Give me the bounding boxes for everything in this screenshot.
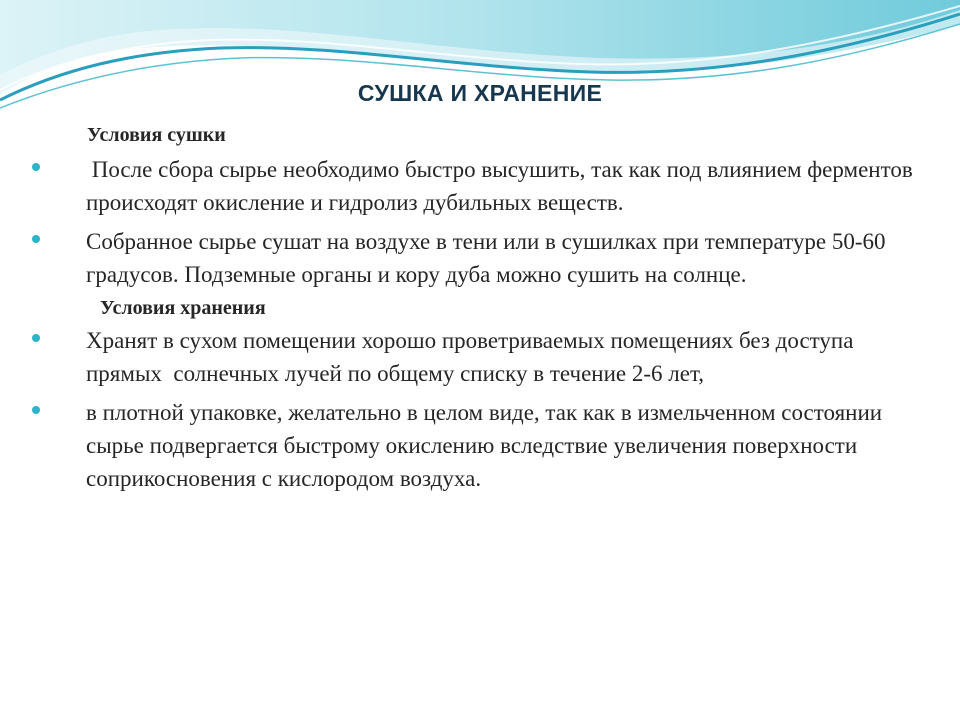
slide-title: СУШКА И ХРАНЕНИЕ: [357, 80, 603, 106]
list-item-text: После сбора сырье необходимо быстро высушить, так как под влиянием ферментов происходят окисление и гидролиз дубильных веществ.: [86, 157, 919, 215]
list-item-text: в плотной упаковке, желательно в целом виде, так как в измельченном состоянии сырье подвергается быстрому окислению вследствие увеличения поверхности соприкосновения с кислородом воздуха.: [86, 400, 883, 491]
bullet-icon: [32, 163, 40, 171]
bullet-icon: [32, 235, 40, 243]
list-item: [30, 225, 930, 291]
list-item: [30, 396, 930, 495]
list-item-text: Собранное сырье сушат на воздухе в тени или в сушилках при температуре 50-60 градусов. Подземные органы и кору дуба можно сушить на солнце.: [86, 229, 886, 287]
bullet-icon: [32, 334, 40, 342]
list-item-text: Хранят в сухом помещении хорошо проветриваемых помещениях без доступа прямых солнечных лучей по общему списку в течение 2-6 лет,: [86, 328, 860, 386]
bullet-icon: [32, 406, 40, 414]
list-item: [30, 324, 930, 390]
slide-content: [30, 124, 930, 501]
list-item: [30, 153, 930, 219]
drying-heading: Условия сушки: [87, 124, 226, 146]
storage-heading: Условия хранения: [100, 297, 266, 319]
wave-decoration: [0, 0, 960, 140]
